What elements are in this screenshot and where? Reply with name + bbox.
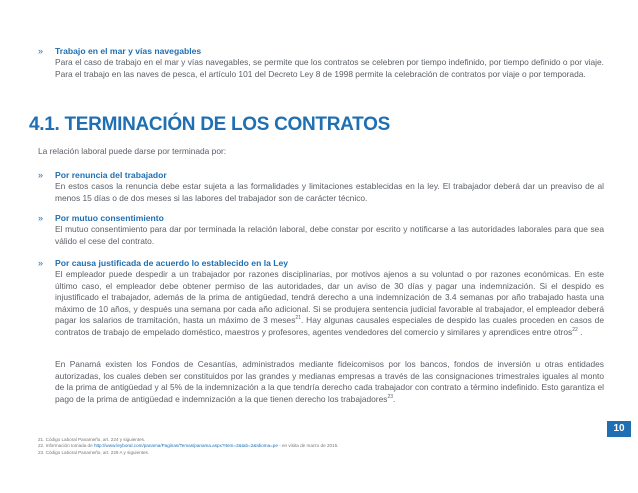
footnote-text: - en visita de marzo de 2015. — [277, 443, 339, 449]
footnote-link[interactable]: http://www.leyboral.com/panama/Paginas/Temas/panama.aspx?Item=3&tab=2&Idioma=pe — [93, 443, 278, 449]
item-title: Trabajo en el mar y vías navegables — [55, 46, 202, 56]
item-justified-cause — [38, 258, 604, 339]
item-text: El mutuo consentimiento para dar por terminada la relación laboral, debe constar por escrito y notificarse a las autoridades laborales para que sea válido el cese del contrato. — [55, 224, 604, 246]
item-title: Por renuncia del trabajador — [55, 170, 167, 180]
text-part: . — [393, 393, 396, 404]
footnote-ref: 21 — [295, 315, 301, 322]
footnote-ref: 23 — [387, 393, 394, 400]
footnote: 23. Código Laboral Panameño, art. 229 A y siguientes. — [38, 449, 150, 455]
item-resignation — [38, 170, 604, 204]
item-title: Por mutuo consentimiento — [55, 213, 164, 223]
item-text — [55, 269, 604, 339]
section-heading: 4.1. TERMINACIÓN DE LOS CONTRATOS — [29, 114, 390, 135]
item-mutual-consent — [38, 213, 604, 247]
item-text: Para el caso de trabajo en el mar y vías navegables, se permite que los contratos se celebren por tiempo indefinido, por tiempo definido o por viaje. Para el trabajo en las naves de pesca, el artículo 101 del Decreto Ley 8 de 1998 permite la celebración de contratos por viaje o por temporada. — [55, 57, 604, 79]
item-text: En estos casos la renuncia debe estar sujeta a las formalidades y limitaciones establecidas en la ley. El trabajador deberá dar un preaviso de al menos 15 días o de dos meses si las labores del trabajador son de carácter técnico. — [55, 181, 604, 203]
section-sea-work — [38, 46, 604, 80]
text-part: . Hay algunas causales especiales de despido las cuales proceden en casos de contratos de trabajo de empelado doméstico, maestros y profesores, agentes vendedores del comercio y similares y aprendices entre otros — [55, 315, 604, 337]
page-number: 10 — [607, 421, 631, 437]
paragraph-text — [55, 359, 604, 405]
intro-text: La relación laboral puede darse por terminada por: — [38, 146, 227, 156]
text-part: El empleador puede despedir a un trabajador por razones disciplinarias, por motivos ajenos a su voluntad o por razones económicas. En este último caso, el empleador debe obtener permiso de las autoridades, dar un aviso de 30 días y pagar una indemnización. Si el despido es injustificado el trabajador, además de la prima de antigüedad, tendrá derecho a una indemnización de 3.4 semanas por año trabajado hasta una máximo de 10 años, y después una semana por cada año adicional. Si se produjera sentencia judicial favorable al trabajador, el empleador deberá pagar los salarios de tramitación, hasta un máximo de 3 meses — [55, 269, 604, 326]
footnotes — [38, 437, 338, 456]
bullet-marker: » — [38, 213, 44, 223]
footnote-text: 22. Información tomada de — [38, 443, 94, 449]
footnote: 21. Código Laboral Panameño, art. 224 y siguientes. — [38, 437, 146, 442]
item-title: Por causa justificada de acuerdo lo establecido en la Ley — [55, 258, 289, 268]
footnote-ref: 22 — [572, 327, 578, 334]
cesantias-paragraph — [38, 359, 604, 405]
text-part: . — [577, 326, 583, 337]
bullet-marker: » — [38, 170, 44, 180]
footnote — [38, 443, 338, 449]
bullet-marker: » — [38, 46, 44, 56]
text-part: En Panamá existen los Fondos de Cesantías, administrados mediante fideicomisos por los bancos, fondos de inversión u otras entidades autorizadas, los cuales deben ser constituidos por las grandes y medianas empresas a través de las consignaciones trimestrales iguales al monto de la prima de antigüedad y al 5% de la indemnización a la que tendría derecho cada trabajador con contrato a término indefinido. Esto garantiza el pago de la prima de antigüedad e indemnización a la que tienen derecho los trabajadores — [55, 359, 604, 404]
bullet-marker: » — [38, 258, 44, 268]
